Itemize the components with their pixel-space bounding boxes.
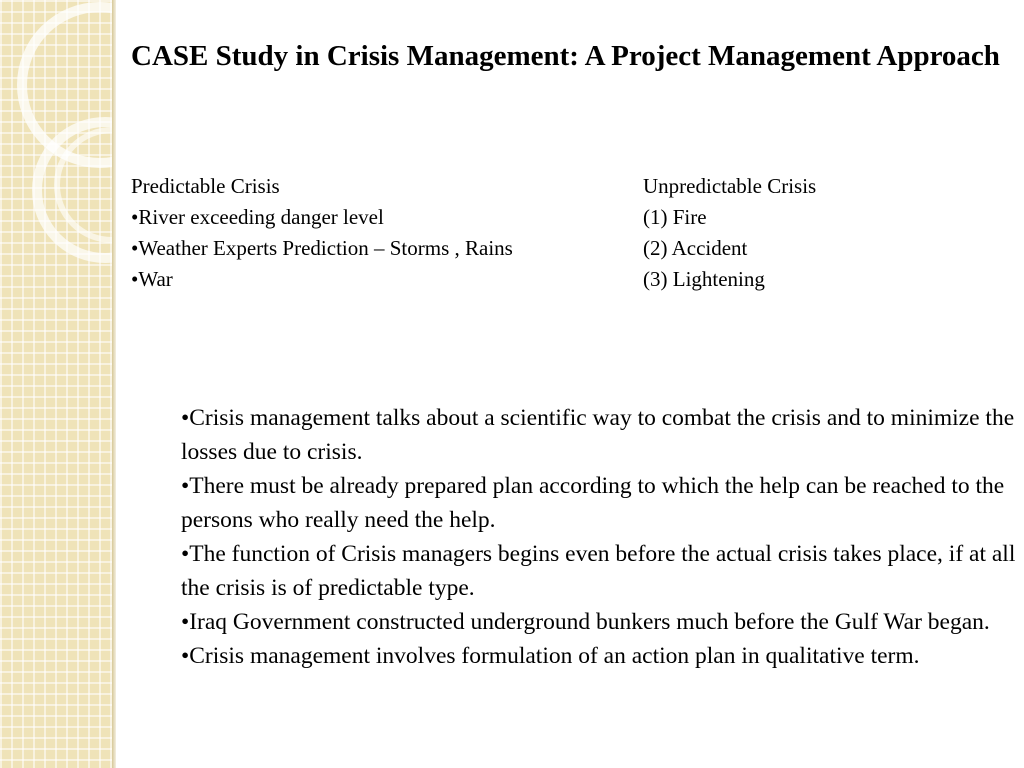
unpredictable-item: (2) Accident <box>643 236 748 260</box>
unpredictable-crisis-column <box>643 171 816 295</box>
bullet-point: •Crisis management talks about a scientific way to combat the crisis and to minimize the losses due to crisis. <box>181 405 1015 465</box>
bullet-point: •The function of Crisis managers begins even before the actual crisis takes place, if at all the crisis is of predictable type. <box>181 541 1016 601</box>
bullet-point: •Crisis management involves formulation of an action plan in qualitative term. <box>181 643 920 669</box>
unpredictable-heading: Unpredictable Crisis <box>643 174 817 198</box>
unpredictable-item: (3) Lightening <box>643 267 765 291</box>
key-points <box>181 401 1016 673</box>
predictable-crisis-column <box>131 171 513 295</box>
predictable-item: •War <box>131 267 173 291</box>
decorative-sidebar <box>0 0 112 768</box>
predictable-item: •Weather Experts Prediction – Storms , Rains <box>131 236 513 260</box>
predictable-heading: Predictable Crisis <box>131 174 280 198</box>
bullet-point: •There must be already prepared plan according to which the help can be reached to the persons who really need the help. <box>181 473 1005 533</box>
unpredictable-item: (1) Fire <box>643 205 707 229</box>
ring-inner <box>57 130 112 240</box>
decorative-circles <box>0 0 112 300</box>
bullet-point: •Iraq Government constructed underground bunkers much before the Gulf War began. <box>181 609 990 635</box>
sidebar-edge <box>112 0 116 768</box>
predictable-item: •River exceeding danger level <box>131 205 384 229</box>
slide-title: CASE Study in Crisis Management: A Project Management Approach <box>131 40 1000 72</box>
